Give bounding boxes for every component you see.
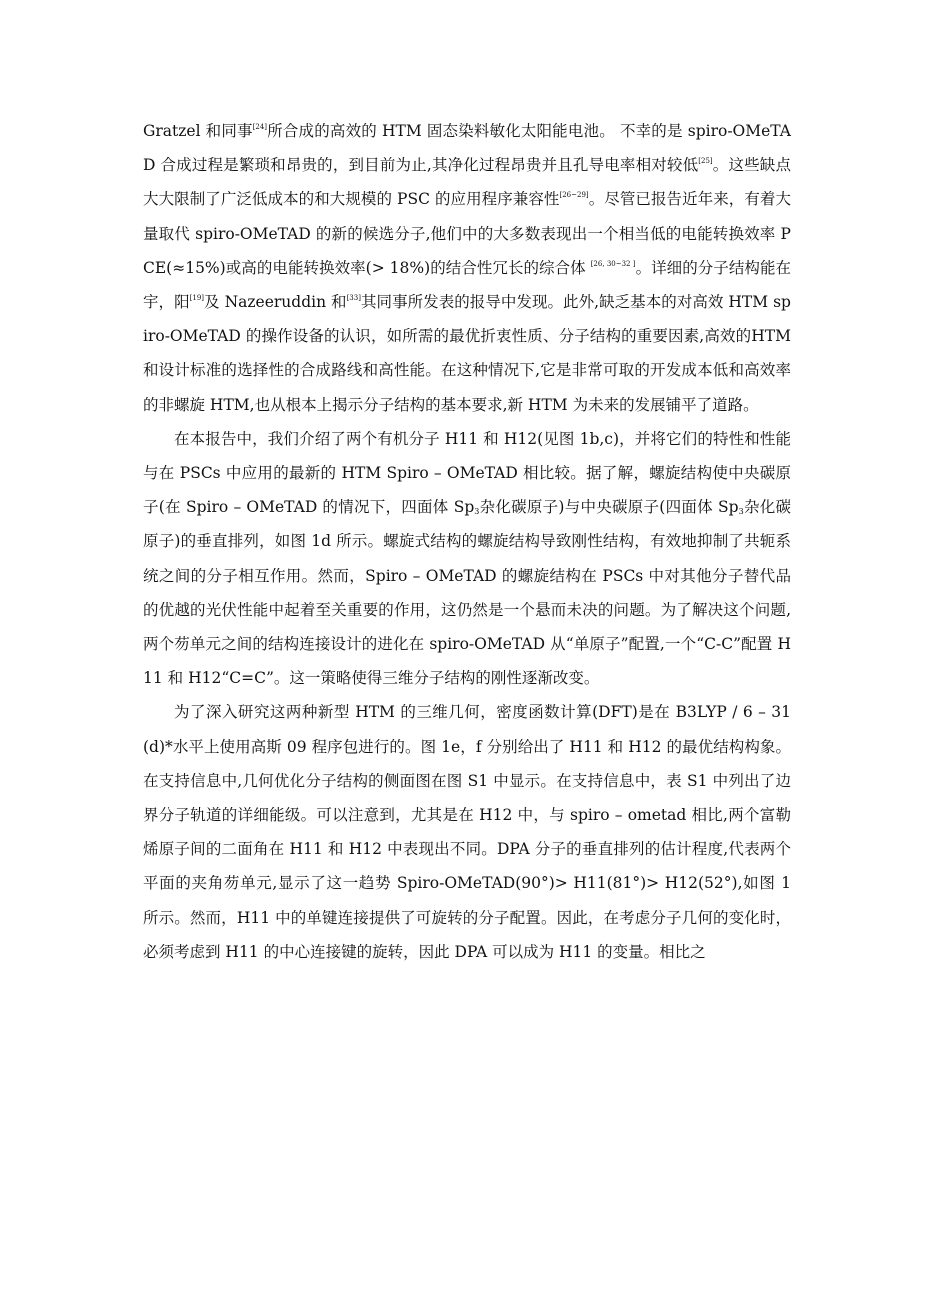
text-run: 。详细的分子结构能在宇，阳 <box>143 258 791 312</box>
citation-ref: [26, 30~32 ] <box>590 259 636 268</box>
text-run: 及 Nazeeruddin 和 <box>204 293 347 312</box>
text-run: 。尽管已报告近年来，有着大量取代 spiro-OMeTAD 的新的候选分子,他们中的大多数表现出一个相当低的电能转换效率 PCE(≈15%)或高的电能转换效率(> 18%)的结合性冗长的综合体 <box>143 190 791 277</box>
paragraph-3 <box>143 695 791 969</box>
citation-ref: [24] <box>252 123 268 131</box>
text-run: 为了深入研究这两种新型 HTM 的三维几何，密度函数计算(DFT)是在 B3LYP / 6 – 31(d)*水平上使用高斯 09 程序包进行的。图 1e，f 分别给出了 H11 和 H12 的最优结构构象。在支持信息中,几何优化分子结构的侧面图在图 S1 中显示。在支持信息中，表 S1 中列出了边界分子轨道的详细能级。可以注意到，尤其是在 H12 中，与 spiro – ometad 相比,两个富勒烯原子间的二面角在 H11 和 H12 中表现出不同。DPA 分子的垂直排列的估计程度,代表两个平面的夹角芴单元,显示了这一趋势 Spiro-OMeTAD(90°)> H11(81°)> H12(52°),如图 1 所示。然而，H11 中的单键连接提供了可旋转的分子配置。因此，在考虑分子几何的变化时，必须考虑到 H11 的中心连接键的旋转，因此 DPA 可以成为 H11 的变量。相比之 <box>143 703 791 961</box>
citation-ref: [26~29] <box>559 191 589 200</box>
citation-ref: [19] <box>189 294 205 303</box>
citation-ref: [25] <box>698 157 713 166</box>
paragraph-2 <box>143 422 791 696</box>
text-run: 杂化碳原子)与中央碳原子(四面体 Sp <box>479 498 739 517</box>
text-run: 。这些缺点大大限制了广泛低成本的和大规模的 PSC 的应用程序兼容性 <box>143 156 791 209</box>
text-run: 在本报告中，我们介绍了两个有机分子 H11 和 H12(见图 1b,c)，并将它们的特性和性能与在 PSCs 中应用的最新的 HTM Spiro – OMeTAD 相比较。据了解，螺旋结构使中央碳原子(在 Spiro – OMeTAD 的情况下，四面体 Sp <box>143 429 791 517</box>
citation-ref: [33] <box>346 294 361 303</box>
text-run: 杂化碳原子)的垂直排列，如图 1d 所示。螺旋式结构的螺旋结构导致刚性结构，有效地抑制了共轭系统之间的分子相互作用。然而，Spiro – OMeTAD 的螺旋结构在 PSCs 中对其他分子替代品的优越的光伏性能中起着至关重要的作用，这仍然是一个悬而未决的问题。为了解决这个问题,两个芴单元之间的结构连接设计的进化在 spiro-OMeTAD 从“单原子”配置,一个“C-C”配置 H11 和 H12“C=C”。这一策略使得三维分子结构的刚性逐渐改变。 <box>143 498 791 688</box>
text-run: 其同事所发表的报导中发现。此外,缺乏基本的对高效 HTM spiro-OMeTAD 的操作设备的认识，如所需的最优折衷性质、分子结构的重要因素,高效的HTM和设计标准的选择性的合成路线和高性能。在这种情况下,它是非常可取的开发成本低和高效率的非螺旋 HTM,也从根本上揭示分子结构的基本要求,新 HTM 为未来的发展铺平了道路。 <box>143 293 791 414</box>
subscript: 3 <box>474 507 480 517</box>
subscript: 3 <box>738 507 744 517</box>
paragraph-1 <box>143 114 791 422</box>
text-run: Gratzel 和同事 <box>143 122 253 140</box>
body-text <box>143 114 791 969</box>
text-run: 所合成的高效的 HTM 固态染料敏化太阳能电池。 不幸的是 spiro-OMeTAD 合成过程是繁琐和昂贵的，到目前为止,其净化过程昂贵并且孔导电率相对较低 <box>143 122 791 175</box>
